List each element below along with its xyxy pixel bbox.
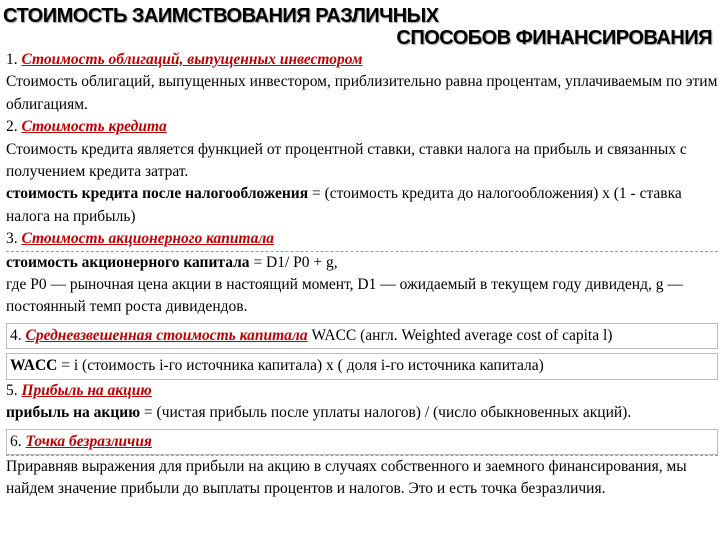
item-3-heading-link[interactable]: Стоимость акционерного капитала xyxy=(21,230,275,248)
item-2-formula-rest: = (стоимость кредита до налогообложения) х (1 - ставка налога на прибыль) xyxy=(6,185,682,225)
item-4-number: 4. xyxy=(10,326,22,344)
item-1-number: 1. xyxy=(6,51,18,68)
item-4-formula xyxy=(6,353,718,379)
item-5-number: 5. xyxy=(6,381,18,399)
item-5-formula-rest: = (чистая прибыль после уплаты налогов) / (число обыкновенных акций). xyxy=(140,404,632,422)
slide-title xyxy=(0,4,716,50)
title-line-2: СПОСОБОВ ФИНАНСИРОВАНИЯ xyxy=(396,27,712,49)
item-6-text: Приравняв выражения для прибыли на акцию в случаях собственного и заемного финансирования, мы найдем значение прибыли до выплаты процентов и налогов. Это и есть точка безразличия. xyxy=(6,455,718,501)
item-3-heading-line xyxy=(6,228,718,250)
item-3-text: где P0 — рыночная цена акции в настоящий момент, D1 — ожидаемый в текущем году дивиденд, g — постоянный темп роста дивидендов. xyxy=(6,276,683,316)
item-2-formula xyxy=(6,183,718,228)
item-6-heading-line xyxy=(6,429,718,455)
item-2-number: 2. xyxy=(6,118,18,136)
item-4-heading-line xyxy=(6,323,718,349)
item-4-after-text: WACC (англ. Weighted average cost of capita l) xyxy=(311,326,613,344)
item-4-heading-link[interactable]: Средневзвешенная стоимость капитала xyxy=(25,326,308,344)
content-body xyxy=(6,49,718,501)
item-3-formula xyxy=(6,252,718,274)
item-1-heading-line xyxy=(6,49,718,71)
item-2-text: Стоимость кредита является функцией от процентной ставки, ставки налога на прибыль и связанных с получением кредита затрат. xyxy=(6,140,687,181)
item-3-formula-term: стоимость акционерного капитала xyxy=(6,253,250,271)
item-1-text: Стоимость облигаций, выпущенных инвестором, приблизительно равна процентам, уплачиваемым по этим облигациям. xyxy=(6,73,718,113)
item-4-formula-rest: = i (стоимость i-го источника капитала) х ( доля i-го источника капитала) xyxy=(57,357,544,375)
item-2-heading-link[interactable]: Стоимость кредита xyxy=(21,118,167,136)
item-5-heading-line xyxy=(6,380,718,402)
item-2-heading-line xyxy=(6,116,718,138)
item-5-formula-term: прибыль на акцию xyxy=(6,404,141,422)
item-6-number: 6. xyxy=(10,432,22,450)
item-6-heading-link[interactable]: Точка безразличия xyxy=(25,432,152,450)
item-3-formula-rest: = D1/ P0 + g, xyxy=(249,253,338,271)
item-2-formula-term: стоимость кредита после налогообложения xyxy=(6,185,309,203)
item-3-number: 3. xyxy=(6,230,18,248)
item-5-formula xyxy=(6,402,718,424)
item-3-formula-block xyxy=(6,251,718,319)
item-4-formula-term: WACC xyxy=(10,357,58,375)
item-5-heading-link[interactable]: Прибыль на акцию xyxy=(21,381,152,399)
item-1-heading-link[interactable]: Стоимость облигаций, выпущенных инвестором xyxy=(21,51,363,68)
title-line-1: СТОИМОСТЬ ЗАИМСТВОВАНИЯ РАЗЛИЧНЫХ xyxy=(3,5,439,27)
